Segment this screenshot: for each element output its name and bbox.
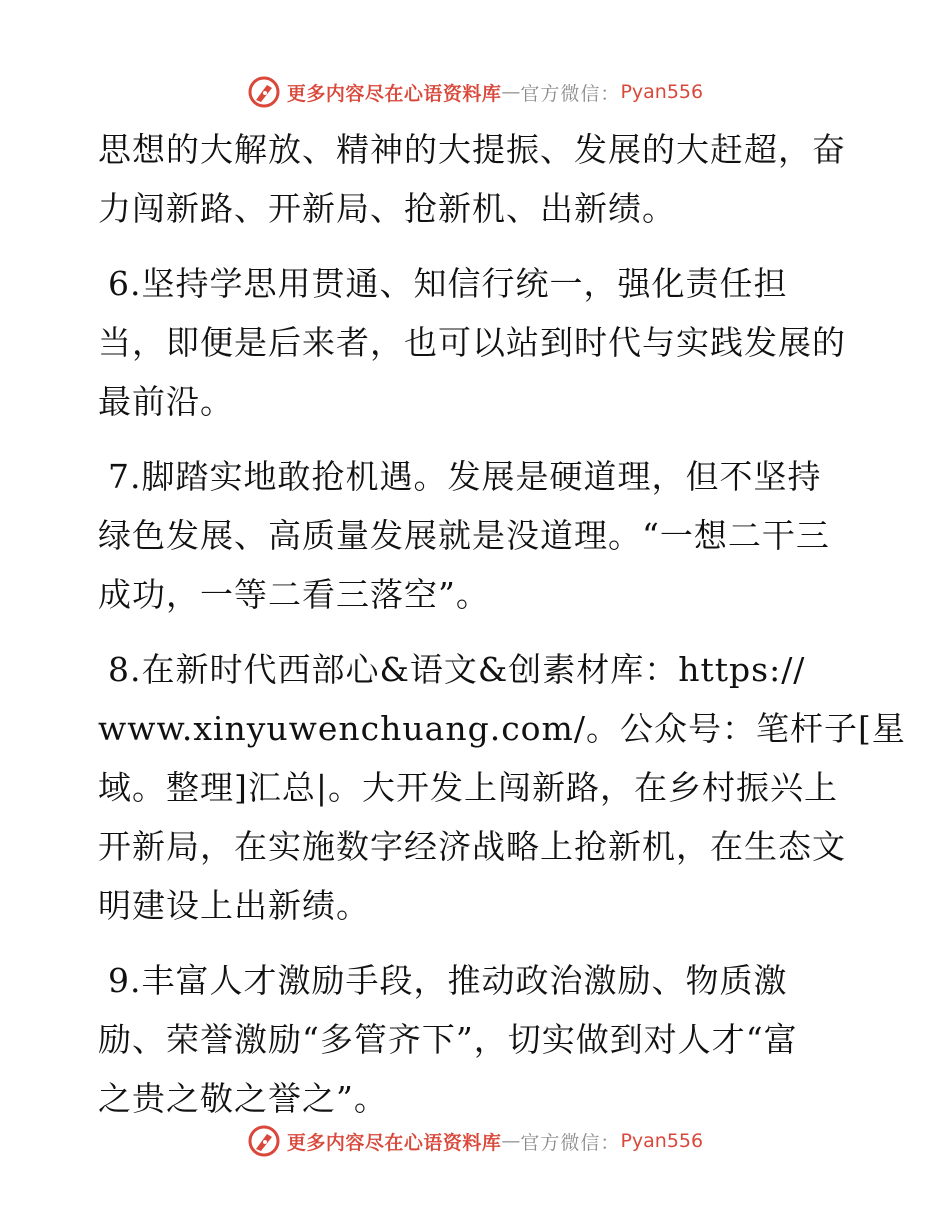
text-line: 绿色发展、高质量发展就是没道理。“一想二干三: [98, 516, 830, 555]
pen-nib-circle-icon: [247, 1124, 281, 1158]
text-line: 力闯新路、开新局、抢新机、出新绩。: [98, 189, 676, 228]
text-line: 域。整理]汇总|。大开发上闯新路，在乡村振兴上: [98, 768, 838, 807]
footer-banner: [0, 1119, 950, 1163]
text-line: 8.在新时代西部心&语文&创素材库：https://: [108, 650, 806, 689]
banner-subtitle: 官方微信：: [520, 82, 621, 105]
text-line: 最前沿。: [98, 382, 234, 421]
paragraph: [98, 254, 858, 431]
banner-separator: —: [501, 81, 521, 103]
paragraph: [98, 120, 858, 238]
banner-wechat-id: Pyan556: [620, 1130, 704, 1152]
paragraph: [98, 640, 906, 935]
text-line: 成功，一等二看三落空”。: [98, 575, 490, 614]
text-line: 明建设上出新绩。: [98, 886, 370, 925]
banner-text: 更多内容尽在心语资料库: [286, 82, 502, 105]
text-line: www.xinyuwenchuang.com/。公众号：笔杆子[星: [98, 709, 906, 748]
banner-subtitle: 官方微信：: [520, 1131, 621, 1154]
text-line: 开新局，在实施数字经济战略上抢新机，在生态文: [98, 827, 846, 866]
banner-separator: —: [501, 1130, 521, 1152]
banner-wechat-id: Pyan556: [620, 81, 704, 103]
banner-text: 更多内容尽在心语资料库: [286, 1131, 502, 1154]
text-line: 励、荣誉激励“多管齐下”，切实做到对人才“富: [98, 1020, 798, 1059]
text-line: 之贵之敬之誉之”。: [98, 1079, 388, 1118]
text-line: 7.脚踏实地敢抢机遇。发展是硬道理，但不坚持: [108, 457, 822, 496]
paragraph: [98, 447, 858, 624]
text-line: 9.丰富人才激励手段，推动政治激励、物质激: [108, 961, 788, 1000]
pen-nib-circle-icon: [247, 75, 281, 109]
header-banner: [0, 70, 950, 114]
text-line: 思想的大解放、精神的大提振、发展的大赶超，奋: [98, 130, 846, 169]
text-line: 6.坚持学思用贯通、知信行统一，强化责任担: [108, 264, 788, 303]
document-body: [98, 120, 906, 1128]
paragraph: [98, 951, 858, 1128]
text-line: 当，即便是后来者，也可以站到时代与实践发展的: [98, 323, 846, 362]
